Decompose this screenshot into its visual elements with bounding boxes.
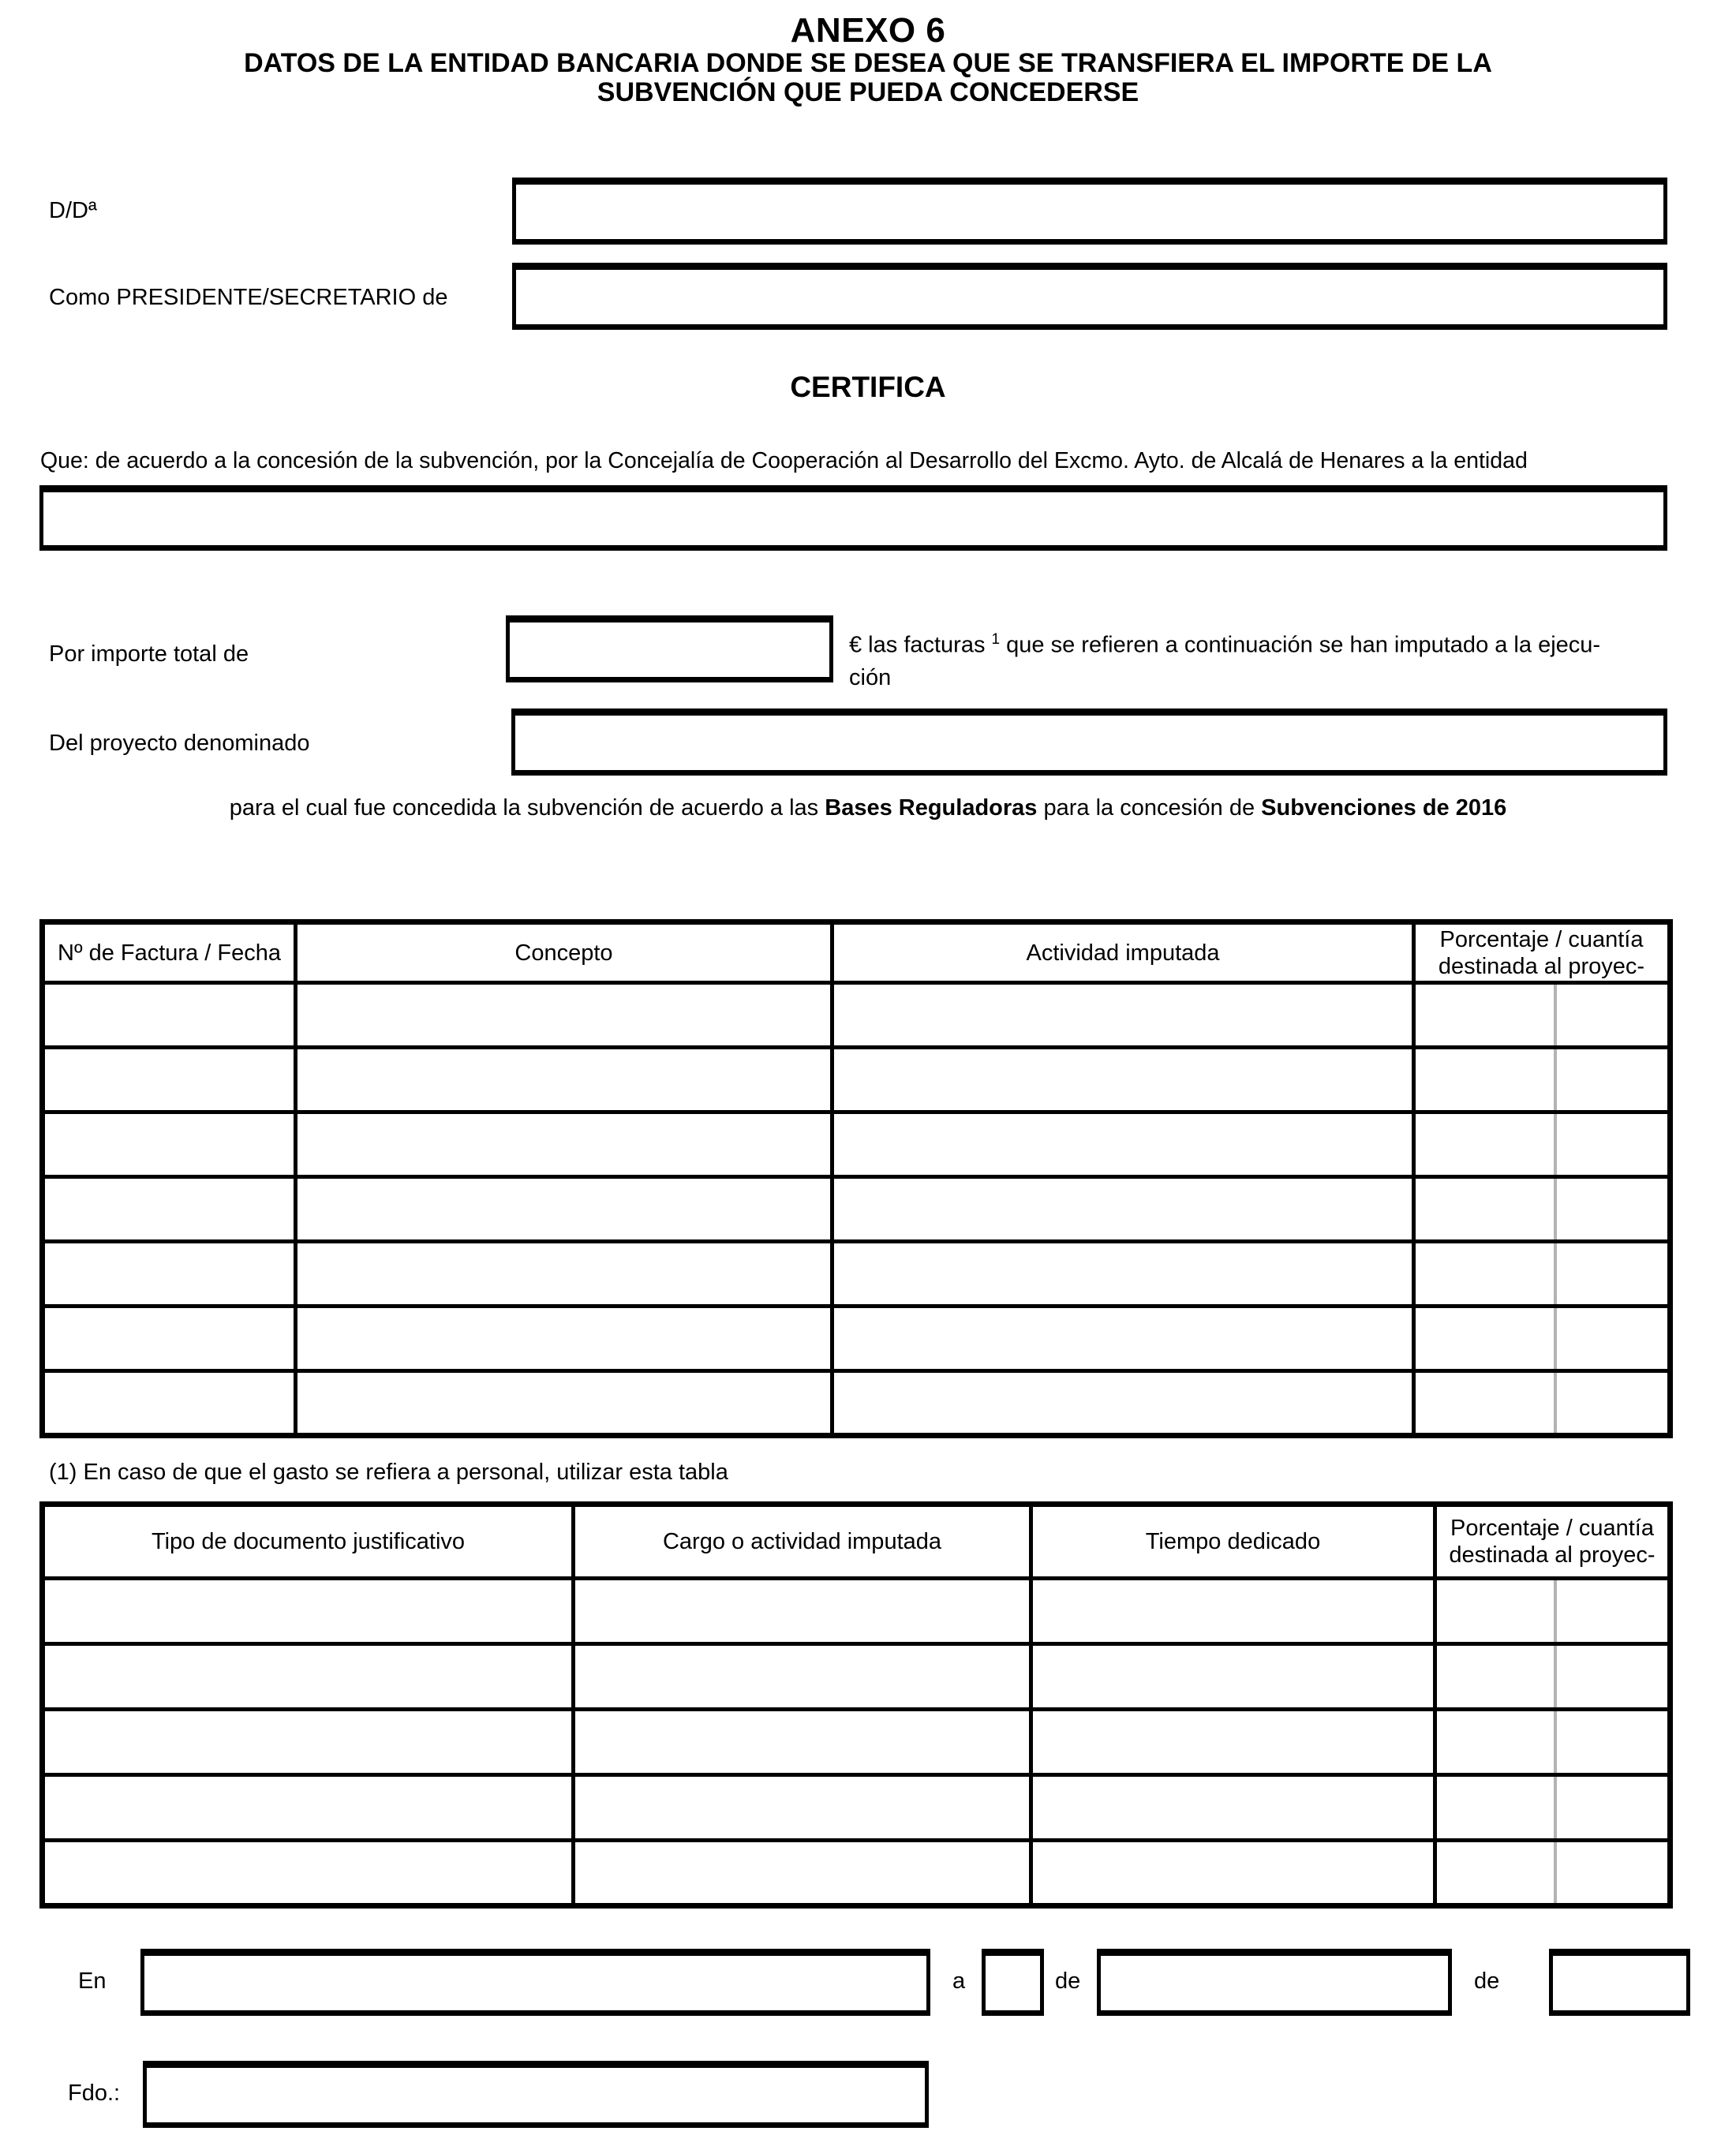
a-label: a bbox=[952, 1968, 966, 1994]
invoice-cell-actividad[interactable] bbox=[832, 1242, 1414, 1307]
invoice-cell-actividad[interactable] bbox=[832, 1307, 1414, 1371]
invoice-header-factura: Nº de Factura / Fecha bbox=[43, 922, 296, 983]
personnel-header-cargo: Cargo o actividad imputada bbox=[574, 1505, 1031, 1579]
personnel-cell-documento[interactable] bbox=[43, 1710, 574, 1775]
month-field[interactable] bbox=[1097, 1949, 1452, 2016]
importe-description bbox=[849, 623, 1600, 694]
subtitle-line-1: DATOS DE LA ENTIDAD BANCARIA DONDE SE DESEA QUE SE TRANSFIERA EL IMPORTE DE LA bbox=[244, 48, 1492, 78]
invoice-cell-concepto[interactable] bbox=[296, 983, 832, 1048]
importe-description-line-2: ción bbox=[849, 664, 892, 690]
personnel-cell-cargo[interactable] bbox=[574, 1775, 1031, 1841]
invoice-cell-actividad[interactable] bbox=[832, 983, 1414, 1048]
invoice-cell-concepto[interactable] bbox=[296, 1307, 832, 1371]
personnel-table-row bbox=[43, 1579, 1671, 1644]
fdo-field[interactable] bbox=[143, 2061, 929, 2128]
president-field[interactable] bbox=[512, 263, 1667, 330]
personnel-cell-tiempo[interactable] bbox=[1031, 1841, 1435, 1906]
personnel-cell-cargo[interactable] bbox=[574, 1644, 1031, 1710]
invoice-table-row bbox=[43, 1177, 1671, 1242]
certifica-heading: CERTIFICA bbox=[790, 371, 946, 403]
personnel-cell-documento[interactable] bbox=[43, 1644, 574, 1710]
personnel-cell-documento[interactable] bbox=[43, 1775, 574, 1841]
subvenciones-2016-bold: Subvenciones de 2016 bbox=[1261, 795, 1507, 821]
subtitle-line-2: SUBVENCIÓN QUE PUEDA CONCEDERSE bbox=[597, 77, 1139, 107]
fdo-label: Fdo.: bbox=[68, 2081, 121, 2106]
personnel-cell-cargo[interactable] bbox=[574, 1841, 1031, 1906]
invoice-cell-concepto[interactable] bbox=[296, 1242, 832, 1307]
personnel-cell-porcentaje[interactable] bbox=[1435, 1710, 1671, 1775]
invoice-cell-factura[interactable] bbox=[43, 1048, 296, 1112]
en-label: En bbox=[78, 1968, 107, 1994]
invoice-cell-concepto[interactable] bbox=[296, 1371, 832, 1436]
invoice-cell-porcentaje[interactable] bbox=[1414, 983, 1671, 1048]
invoice-header-actividad: Actividad imputada bbox=[832, 922, 1414, 983]
dd-label: D/Dª bbox=[49, 198, 97, 223]
personnel-cell-porcentaje[interactable] bbox=[1435, 1644, 1671, 1710]
invoice-table-row bbox=[43, 1371, 1671, 1436]
personnel-table-row bbox=[43, 1644, 1671, 1710]
place-field[interactable] bbox=[140, 1949, 930, 2016]
invoice-table-header-row bbox=[43, 922, 1671, 983]
invoice-table-row bbox=[43, 983, 1671, 1048]
importe-field[interactable] bbox=[506, 615, 833, 682]
proyecto-label: Del proyecto denominado bbox=[49, 731, 310, 756]
invoice-cell-porcentaje[interactable] bbox=[1414, 1371, 1671, 1436]
invoice-cell-concepto[interactable] bbox=[296, 1112, 832, 1177]
de-month-label: de bbox=[1055, 1968, 1081, 1994]
personnel-header-porcentaje: Porcentaje / cuantía destinada al proyec- bbox=[1435, 1505, 1671, 1579]
invoice-cell-factura[interactable] bbox=[43, 1177, 296, 1242]
dd-field[interactable] bbox=[512, 178, 1667, 245]
invoice-table-row bbox=[43, 1112, 1671, 1177]
importe-text-part-2: que se refieren a continuación se han imputado a la ejecu- bbox=[1000, 632, 1601, 658]
personnel-table-row bbox=[43, 1710, 1671, 1775]
que-paragraph: Que: de acuerdo a la concesión de la subvención, por la Concejalía de Cooperación al Desarrollo del Excmo. Ayto. de Alcalá de Henares a la entidad bbox=[40, 448, 1528, 473]
bases-reguladoras-line bbox=[0, 795, 1736, 821]
invoice-table-row bbox=[43, 1307, 1671, 1371]
bases-line-part-2: para la concesión de bbox=[1037, 795, 1262, 821]
proyecto-field[interactable] bbox=[511, 708, 1667, 776]
personnel-cell-tiempo[interactable] bbox=[1031, 1644, 1435, 1710]
personnel-cell-documento[interactable] bbox=[43, 1579, 574, 1644]
invoice-cell-factura[interactable] bbox=[43, 1371, 296, 1436]
bases-reguladoras-bold: Bases Reguladoras bbox=[825, 795, 1038, 821]
invoice-cell-porcentaje[interactable] bbox=[1414, 1177, 1671, 1242]
invoice-cell-actividad[interactable] bbox=[832, 1177, 1414, 1242]
page-title: ANEXO 6 bbox=[790, 11, 946, 50]
invoice-header-porcentaje: Porcentaje / cuantía destinada al proyec- bbox=[1414, 922, 1671, 983]
personnel-cell-cargo[interactable] bbox=[574, 1710, 1031, 1775]
personnel-table-header-row bbox=[43, 1505, 1671, 1579]
invoice-cell-actividad[interactable] bbox=[832, 1371, 1414, 1436]
personnel-table-row bbox=[43, 1775, 1671, 1841]
invoice-cell-factura[interactable] bbox=[43, 1112, 296, 1177]
personnel-header-tiempo: Tiempo dedicado bbox=[1031, 1505, 1435, 1579]
entity-field[interactable] bbox=[39, 485, 1667, 551]
importe-label: Por importe total de bbox=[49, 641, 249, 667]
personnel-cell-porcentaje[interactable] bbox=[1435, 1775, 1671, 1841]
invoice-table bbox=[39, 919, 1673, 1438]
personnel-cell-cargo[interactable] bbox=[574, 1579, 1031, 1644]
invoice-cell-porcentaje[interactable] bbox=[1414, 1307, 1671, 1371]
personnel-cell-porcentaje[interactable] bbox=[1435, 1579, 1671, 1644]
page-subtitle bbox=[0, 49, 1736, 107]
invoice-table-row bbox=[43, 1242, 1671, 1307]
invoice-table-row bbox=[43, 1048, 1671, 1112]
invoice-cell-factura[interactable] bbox=[43, 1307, 296, 1371]
day-field[interactable] bbox=[982, 1949, 1044, 2016]
invoice-cell-porcentaje[interactable] bbox=[1414, 1048, 1671, 1112]
personnel-cell-tiempo[interactable] bbox=[1031, 1710, 1435, 1775]
invoice-cell-actividad[interactable] bbox=[832, 1112, 1414, 1177]
personnel-table-row bbox=[43, 1841, 1671, 1906]
personnel-footnote: (1) En caso de que el gasto se refiera a personal, utilizar esta tabla bbox=[49, 1460, 728, 1485]
personnel-header-documento: Tipo de documento justificativo bbox=[43, 1505, 574, 1579]
year-field[interactable] bbox=[1549, 1949, 1690, 2016]
invoice-cell-actividad[interactable] bbox=[832, 1048, 1414, 1112]
personnel-cell-porcentaje[interactable] bbox=[1435, 1841, 1671, 1906]
invoice-cell-concepto[interactable] bbox=[296, 1177, 832, 1242]
personnel-table bbox=[39, 1501, 1673, 1909]
invoice-cell-factura[interactable] bbox=[43, 983, 296, 1048]
invoice-cell-concepto[interactable] bbox=[296, 1048, 832, 1112]
invoice-cell-porcentaje[interactable] bbox=[1414, 1112, 1671, 1177]
facturas-footnote-marker: 1 bbox=[991, 631, 1001, 648]
importe-description-line-1 bbox=[849, 623, 1600, 662]
personnel-cell-tiempo[interactable] bbox=[1031, 1775, 1435, 1841]
personnel-cell-documento[interactable] bbox=[43, 1841, 574, 1906]
de-year-label: de bbox=[1474, 1968, 1500, 1994]
invoice-cell-factura[interactable] bbox=[43, 1242, 296, 1307]
invoice-header-concepto: Concepto bbox=[296, 922, 832, 983]
president-label: Como PRESIDENTE/SECRETARIO de bbox=[49, 285, 448, 310]
personnel-cell-tiempo[interactable] bbox=[1031, 1579, 1435, 1644]
invoice-cell-porcentaje[interactable] bbox=[1414, 1242, 1671, 1307]
bases-line-part-1: para el cual fue concedida la subvención de acuerdo a las bbox=[229, 795, 825, 821]
importe-text-part-1: € las facturas bbox=[849, 632, 992, 658]
